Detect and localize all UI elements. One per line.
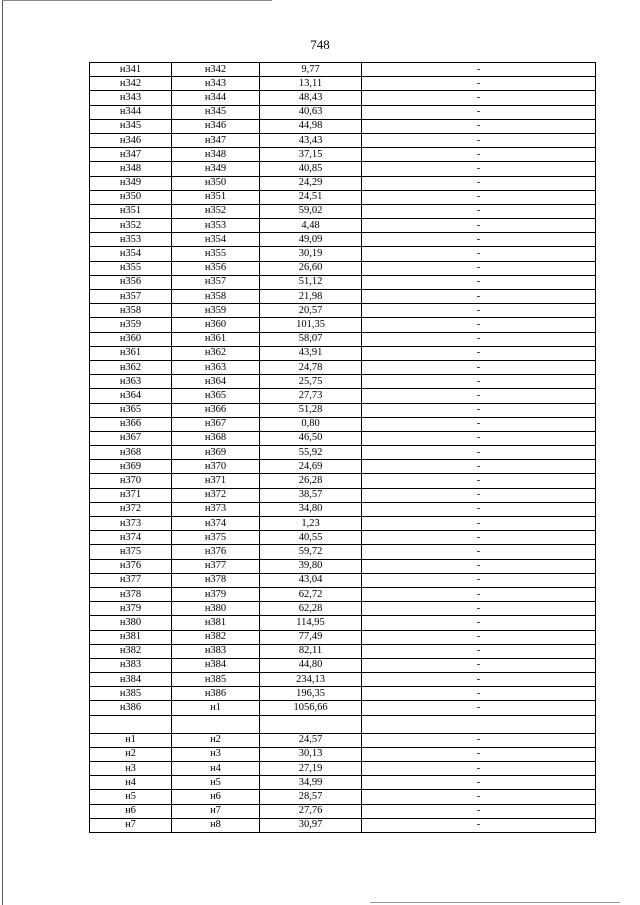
- from-point-cell: н4: [90, 776, 172, 790]
- from-point-cell: н358: [90, 304, 172, 318]
- length-cell: 44,98: [260, 119, 362, 133]
- from-point-cell: н356: [90, 275, 172, 289]
- table-row: [90, 460, 596, 474]
- dash-cell: -: [362, 545, 596, 559]
- length-cell: 26,28: [260, 474, 362, 488]
- length-cell: 21,98: [260, 290, 362, 304]
- to-point-cell: н378: [172, 573, 260, 587]
- table-row: [90, 91, 596, 105]
- length-cell: 37,15: [260, 148, 362, 162]
- to-point-cell: н344: [172, 91, 260, 105]
- to-point-cell: н349: [172, 162, 260, 176]
- dash-cell: -: [362, 162, 596, 176]
- table-row: [90, 332, 596, 346]
- table-row: [90, 375, 596, 389]
- table-row: [90, 290, 596, 304]
- dash-cell: -: [362, 776, 596, 790]
- table-row: [90, 602, 596, 616]
- to-point-cell: н350: [172, 176, 260, 190]
- to-point-cell: н364: [172, 375, 260, 389]
- table-row: [90, 261, 596, 275]
- to-point-cell: н355: [172, 247, 260, 261]
- table-row: [90, 119, 596, 133]
- to-point-cell: н343: [172, 77, 260, 91]
- from-point-cell: н373: [90, 517, 172, 531]
- to-point-cell: н5: [172, 776, 260, 790]
- to-point-cell: н369: [172, 446, 260, 460]
- dash-cell: -: [362, 346, 596, 360]
- separator-cell: [260, 715, 362, 733]
- from-point-cell: н362: [90, 360, 172, 374]
- dash-cell: -: [362, 219, 596, 233]
- to-point-cell: н380: [172, 602, 260, 616]
- length-cell: 46,50: [260, 431, 362, 445]
- dash-cell: -: [362, 733, 596, 747]
- length-cell: 24,51: [260, 190, 362, 204]
- dash-cell: -: [362, 701, 596, 715]
- from-point-cell: н369: [90, 460, 172, 474]
- from-point-cell: н383: [90, 658, 172, 672]
- from-point-cell: н374: [90, 531, 172, 545]
- from-point-cell: н342: [90, 77, 172, 91]
- to-point-cell: н347: [172, 133, 260, 147]
- table-row: [90, 133, 596, 147]
- length-cell: 51,28: [260, 403, 362, 417]
- dash-cell: -: [362, 531, 596, 545]
- from-point-cell: н384: [90, 673, 172, 687]
- to-point-cell: н354: [172, 233, 260, 247]
- dash-cell: -: [362, 630, 596, 644]
- table-row: [90, 474, 596, 488]
- length-cell: 62,28: [260, 602, 362, 616]
- table-row: [90, 105, 596, 119]
- length-cell: 20,57: [260, 304, 362, 318]
- separator-cell: [90, 715, 172, 733]
- table-row: [90, 219, 596, 233]
- to-point-cell: н351: [172, 190, 260, 204]
- length-cell: 55,92: [260, 446, 362, 460]
- length-cell: 62,72: [260, 587, 362, 601]
- length-cell: 24,78: [260, 360, 362, 374]
- table-row: [90, 616, 596, 630]
- length-cell: 24,29: [260, 176, 362, 190]
- length-cell: 9,77: [260, 63, 362, 77]
- length-cell: 40,85: [260, 162, 362, 176]
- table-row: [90, 360, 596, 374]
- to-point-cell: н379: [172, 587, 260, 601]
- to-point-cell: н384: [172, 658, 260, 672]
- dash-cell: -: [362, 204, 596, 218]
- dash-cell: -: [362, 644, 596, 658]
- dash-cell: -: [362, 818, 596, 832]
- from-point-cell: н381: [90, 630, 172, 644]
- to-point-cell: н376: [172, 545, 260, 559]
- dash-cell: -: [362, 403, 596, 417]
- dash-cell: -: [362, 119, 596, 133]
- length-cell: 27,73: [260, 389, 362, 403]
- length-cell: 28,57: [260, 790, 362, 804]
- dash-cell: -: [362, 304, 596, 318]
- length-cell: 49,09: [260, 233, 362, 247]
- length-cell: 34,80: [260, 502, 362, 516]
- to-point-cell: н346: [172, 119, 260, 133]
- from-point-cell: н379: [90, 602, 172, 616]
- length-cell: 82,11: [260, 644, 362, 658]
- table-row: [90, 318, 596, 332]
- from-point-cell: н353: [90, 233, 172, 247]
- from-point-cell: н349: [90, 176, 172, 190]
- from-point-cell: н375: [90, 545, 172, 559]
- to-point-cell: н356: [172, 261, 260, 275]
- length-cell: 101,35: [260, 318, 362, 332]
- table-row: [90, 762, 596, 776]
- table-row: [90, 673, 596, 687]
- dash-cell: -: [362, 332, 596, 346]
- dash-cell: -: [362, 148, 596, 162]
- from-point-cell: н366: [90, 417, 172, 431]
- from-point-cell: н343: [90, 91, 172, 105]
- from-point-cell: н365: [90, 403, 172, 417]
- length-cell: 48,43: [260, 91, 362, 105]
- length-cell: 40,55: [260, 531, 362, 545]
- from-point-cell: н352: [90, 219, 172, 233]
- table-row: [90, 587, 596, 601]
- length-cell: 59,72: [260, 545, 362, 559]
- dash-cell: -: [362, 360, 596, 374]
- dash-cell: -: [362, 133, 596, 147]
- from-point-cell: н344: [90, 105, 172, 119]
- dash-cell: -: [362, 290, 596, 304]
- to-point-cell: н345: [172, 105, 260, 119]
- length-cell: 0,80: [260, 417, 362, 431]
- from-point-cell: н385: [90, 687, 172, 701]
- to-point-cell: н358: [172, 290, 260, 304]
- length-cell: 34,99: [260, 776, 362, 790]
- to-point-cell: н1: [172, 701, 260, 715]
- length-cell: 13,11: [260, 77, 362, 91]
- length-cell: 43,91: [260, 346, 362, 360]
- dash-cell: -: [362, 658, 596, 672]
- to-point-cell: н342: [172, 63, 260, 77]
- dash-cell: -: [362, 762, 596, 776]
- length-cell: 38,57: [260, 488, 362, 502]
- table-row: [90, 403, 596, 417]
- table-row: [90, 488, 596, 502]
- length-cell: 1,23: [260, 517, 362, 531]
- length-cell: 25,75: [260, 375, 362, 389]
- table-row: [90, 233, 596, 247]
- length-cell: 30,19: [260, 247, 362, 261]
- from-point-cell: н361: [90, 346, 172, 360]
- table-row: [90, 545, 596, 559]
- from-point-cell: н341: [90, 63, 172, 77]
- table-row: [90, 63, 596, 77]
- to-point-cell: н4: [172, 762, 260, 776]
- from-point-cell: н370: [90, 474, 172, 488]
- table-row: [90, 644, 596, 658]
- dash-cell: -: [362, 105, 596, 119]
- from-point-cell: н368: [90, 446, 172, 460]
- dash-cell: -: [362, 460, 596, 474]
- scan-edge-top: [2, 0, 272, 1]
- table-row: [90, 776, 596, 790]
- dash-cell: -: [362, 261, 596, 275]
- dash-cell: -: [362, 790, 596, 804]
- length-cell: 39,80: [260, 559, 362, 573]
- length-cell: 43,43: [260, 133, 362, 147]
- dash-cell: -: [362, 190, 596, 204]
- from-point-cell: н354: [90, 247, 172, 261]
- to-point-cell: н348: [172, 148, 260, 162]
- to-point-cell: н361: [172, 332, 260, 346]
- separator-cell: [172, 715, 260, 733]
- from-point-cell: н3: [90, 762, 172, 776]
- dash-cell: -: [362, 446, 596, 460]
- length-cell: 26,60: [260, 261, 362, 275]
- page-number: 748: [310, 37, 330, 52]
- table-row: [90, 573, 596, 587]
- table-row: [90, 247, 596, 261]
- from-point-cell: н364: [90, 389, 172, 403]
- length-cell: 24,69: [260, 460, 362, 474]
- from-point-cell: н363: [90, 375, 172, 389]
- table-row: [90, 818, 596, 832]
- dash-cell: -: [362, 488, 596, 502]
- coordinates-table: [89, 62, 596, 833]
- dash-cell: -: [362, 63, 596, 77]
- to-point-cell: н362: [172, 346, 260, 360]
- to-point-cell: н365: [172, 389, 260, 403]
- from-point-cell: н357: [90, 290, 172, 304]
- length-cell: 58,07: [260, 332, 362, 346]
- to-point-cell: н366: [172, 403, 260, 417]
- to-point-cell: н2: [172, 733, 260, 747]
- from-point-cell: н5: [90, 790, 172, 804]
- table-row: [90, 77, 596, 91]
- table-row: [90, 804, 596, 818]
- from-point-cell: н2: [90, 747, 172, 761]
- table-row: [90, 446, 596, 460]
- to-point-cell: н359: [172, 304, 260, 318]
- dash-cell: -: [362, 587, 596, 601]
- to-point-cell: н381: [172, 616, 260, 630]
- dash-cell: -: [362, 417, 596, 431]
- length-cell: 24,57: [260, 733, 362, 747]
- table-row: [90, 162, 596, 176]
- length-cell: 27,76: [260, 804, 362, 818]
- table-row: [90, 346, 596, 360]
- length-cell: 27,19: [260, 762, 362, 776]
- dash-cell: -: [362, 559, 596, 573]
- to-point-cell: н374: [172, 517, 260, 531]
- table-row: [90, 190, 596, 204]
- to-point-cell: н363: [172, 360, 260, 374]
- dash-cell: -: [362, 176, 596, 190]
- dash-cell: -: [362, 602, 596, 616]
- to-point-cell: н3: [172, 747, 260, 761]
- to-point-cell: н352: [172, 204, 260, 218]
- from-point-cell: н376: [90, 559, 172, 573]
- table-row: [90, 517, 596, 531]
- to-point-cell: н367: [172, 417, 260, 431]
- to-point-cell: н368: [172, 431, 260, 445]
- from-point-cell: н380: [90, 616, 172, 630]
- from-point-cell: н386: [90, 701, 172, 715]
- dash-cell: -: [362, 687, 596, 701]
- table-row: [90, 304, 596, 318]
- length-cell: 30,13: [260, 747, 362, 761]
- dash-cell: -: [362, 318, 596, 332]
- from-point-cell: н372: [90, 502, 172, 516]
- scan-edge-left: [2, 0, 3, 905]
- from-point-cell: н378: [90, 587, 172, 601]
- from-point-cell: н359: [90, 318, 172, 332]
- length-cell: 40,63: [260, 105, 362, 119]
- length-cell: 30,97: [260, 818, 362, 832]
- to-point-cell: н377: [172, 559, 260, 573]
- to-point-cell: н386: [172, 687, 260, 701]
- to-point-cell: н360: [172, 318, 260, 332]
- length-cell: 51,12: [260, 275, 362, 289]
- from-point-cell: н345: [90, 119, 172, 133]
- dash-cell: -: [362, 517, 596, 531]
- table-row: [90, 559, 596, 573]
- to-point-cell: н371: [172, 474, 260, 488]
- length-cell: 59,02: [260, 204, 362, 218]
- table-row: [90, 389, 596, 403]
- dash-cell: -: [362, 431, 596, 445]
- table-row: [90, 733, 596, 747]
- dash-cell: -: [362, 573, 596, 587]
- length-cell: 43,04: [260, 573, 362, 587]
- from-point-cell: н347: [90, 148, 172, 162]
- dash-cell: -: [362, 77, 596, 91]
- from-point-cell: н6: [90, 804, 172, 818]
- to-point-cell: н373: [172, 502, 260, 516]
- to-point-cell: н383: [172, 644, 260, 658]
- length-cell: 114,95: [260, 616, 362, 630]
- to-point-cell: н382: [172, 630, 260, 644]
- table-row: [90, 176, 596, 190]
- table-row: [90, 687, 596, 701]
- from-point-cell: н371: [90, 488, 172, 502]
- from-point-cell: н367: [90, 431, 172, 445]
- from-point-cell: н1: [90, 733, 172, 747]
- to-point-cell: н385: [172, 673, 260, 687]
- to-point-cell: н353: [172, 219, 260, 233]
- dash-cell: -: [362, 673, 596, 687]
- length-cell: 4,48: [260, 219, 362, 233]
- table-row: [90, 701, 596, 715]
- to-point-cell: н6: [172, 790, 260, 804]
- dash-cell: -: [362, 233, 596, 247]
- dash-cell: -: [362, 247, 596, 261]
- table-section-separator: [90, 715, 596, 733]
- length-cell: 44,80: [260, 658, 362, 672]
- table-row: [90, 431, 596, 445]
- dash-cell: -: [362, 389, 596, 403]
- from-point-cell: н7: [90, 818, 172, 832]
- from-point-cell: н382: [90, 644, 172, 658]
- length-cell: 1056,66: [260, 701, 362, 715]
- from-point-cell: н377: [90, 573, 172, 587]
- from-point-cell: н350: [90, 190, 172, 204]
- dash-cell: -: [362, 804, 596, 818]
- dash-cell: -: [362, 747, 596, 761]
- from-point-cell: н351: [90, 204, 172, 218]
- scan-edge-bottom: [370, 902, 620, 903]
- dash-cell: -: [362, 502, 596, 516]
- dash-cell: -: [362, 275, 596, 289]
- table-row: [90, 148, 596, 162]
- table-row: [90, 630, 596, 644]
- dash-cell: -: [362, 616, 596, 630]
- from-point-cell: н346: [90, 133, 172, 147]
- table-row: [90, 531, 596, 545]
- to-point-cell: н370: [172, 460, 260, 474]
- table-row: [90, 417, 596, 431]
- table-row: [90, 790, 596, 804]
- length-cell: 234,13: [260, 673, 362, 687]
- length-cell: 196,35: [260, 687, 362, 701]
- to-point-cell: н375: [172, 531, 260, 545]
- to-point-cell: н7: [172, 804, 260, 818]
- dash-cell: -: [362, 375, 596, 389]
- separator-cell: [362, 715, 596, 733]
- from-point-cell: н348: [90, 162, 172, 176]
- table-row: [90, 275, 596, 289]
- from-point-cell: н360: [90, 332, 172, 346]
- dash-cell: -: [362, 91, 596, 105]
- table-row: [90, 204, 596, 218]
- table-row: [90, 658, 596, 672]
- to-point-cell: н357: [172, 275, 260, 289]
- table-row: [90, 502, 596, 516]
- table-row: [90, 747, 596, 761]
- to-point-cell: н372: [172, 488, 260, 502]
- from-point-cell: н355: [90, 261, 172, 275]
- to-point-cell: н8: [172, 818, 260, 832]
- length-cell: 77,49: [260, 630, 362, 644]
- dash-cell: -: [362, 474, 596, 488]
